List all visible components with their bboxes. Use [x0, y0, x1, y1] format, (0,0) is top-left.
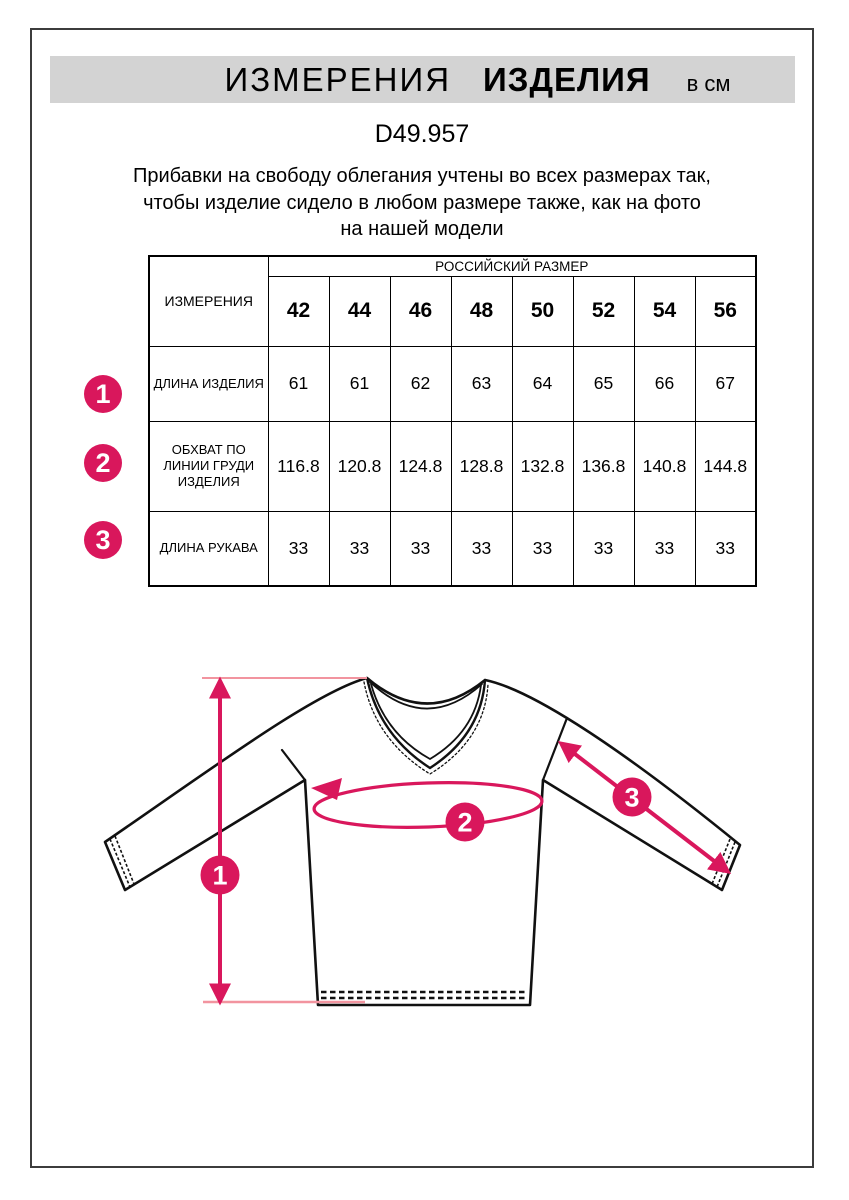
size-header: 54: [634, 276, 695, 346]
table-cell: 136.8: [573, 421, 634, 511]
table-cell: 144.8: [695, 421, 756, 511]
size-header: 46: [390, 276, 451, 346]
size-header: 44: [329, 276, 390, 346]
table-cell: 61: [268, 346, 329, 421]
size-group-header: РОССИЙСКИЙ РАЗМЕР: [268, 256, 756, 276]
size-header: 50: [512, 276, 573, 346]
table-cell: 124.8: [390, 421, 451, 511]
row-label: ДЛИНА ИЗДЕЛИЯ: [149, 346, 268, 421]
header-band: [50, 56, 795, 103]
fit-note-line1: Прибавки на свободу облегания учтены во всех размерах так,: [133, 165, 711, 187]
table-cell: 140.8: [634, 421, 695, 511]
fit-note-line3: на нашей модели: [340, 218, 504, 240]
table-cell: 120.8: [329, 421, 390, 511]
table-row-chest: [149, 421, 756, 511]
model-code: D49.957: [374, 120, 470, 148]
table-row-sleeve: [149, 511, 756, 586]
table-cell: 33: [695, 511, 756, 586]
measurement-badge-1: 1: [84, 375, 122, 413]
garment-diagram: [60, 640, 800, 1070]
table-cell: 63: [451, 346, 512, 421]
row-label: ДЛИНА РУКАВА: [149, 511, 268, 586]
table-cell: 33: [390, 511, 451, 586]
table-cell: 33: [451, 511, 512, 586]
measurement-badge-2: 2: [84, 444, 122, 482]
table-cell: 33: [329, 511, 390, 586]
size-header: 56: [695, 276, 756, 346]
table-cell: 64: [512, 346, 573, 421]
diagram-badge-2-digit: 2: [457, 807, 473, 838]
table-cell: 66: [634, 346, 695, 421]
row-label: ОБХВАТ ПО ЛИНИИ ГРУДИ ИЗДЕЛИЯ: [149, 421, 268, 511]
table-row-length: [149, 346, 756, 421]
table-cell: 65: [573, 346, 634, 421]
diagram-badge-3-digit: 3: [624, 782, 640, 813]
table-cell: 67: [695, 346, 756, 421]
size-header: 42: [268, 276, 329, 346]
size-header: 48: [451, 276, 512, 346]
table-cell: 132.8: [512, 421, 573, 511]
garment-outline: [105, 678, 740, 1005]
page-title-product: ИЗДЕЛИЯ: [483, 60, 651, 98]
table-cell: 128.8: [451, 421, 512, 511]
fit-note-line2: чтобы изделие сидело в любом размере также, как на фото: [143, 191, 701, 214]
size-table: [148, 255, 757, 587]
table-cell: 61: [329, 346, 390, 421]
page-title-unit: в см: [686, 71, 731, 96]
table-cell: 33: [573, 511, 634, 586]
measurement-badge-3: 3: [84, 521, 122, 559]
diagram-badge-1-digit: 1: [212, 860, 228, 891]
table-cell: 33: [268, 511, 329, 586]
table-corner-label: ИЗМЕРЕНИЯ: [149, 256, 268, 346]
table-cell: 33: [634, 511, 695, 586]
fit-note: [30, 163, 814, 243]
size-header: 52: [573, 276, 634, 346]
page-title-measurements: ИЗМЕРЕНИЯ: [224, 60, 452, 98]
table-cell: 33: [512, 511, 573, 586]
table-cell: 62: [390, 346, 451, 421]
table-cell: 116.8: [268, 421, 329, 511]
